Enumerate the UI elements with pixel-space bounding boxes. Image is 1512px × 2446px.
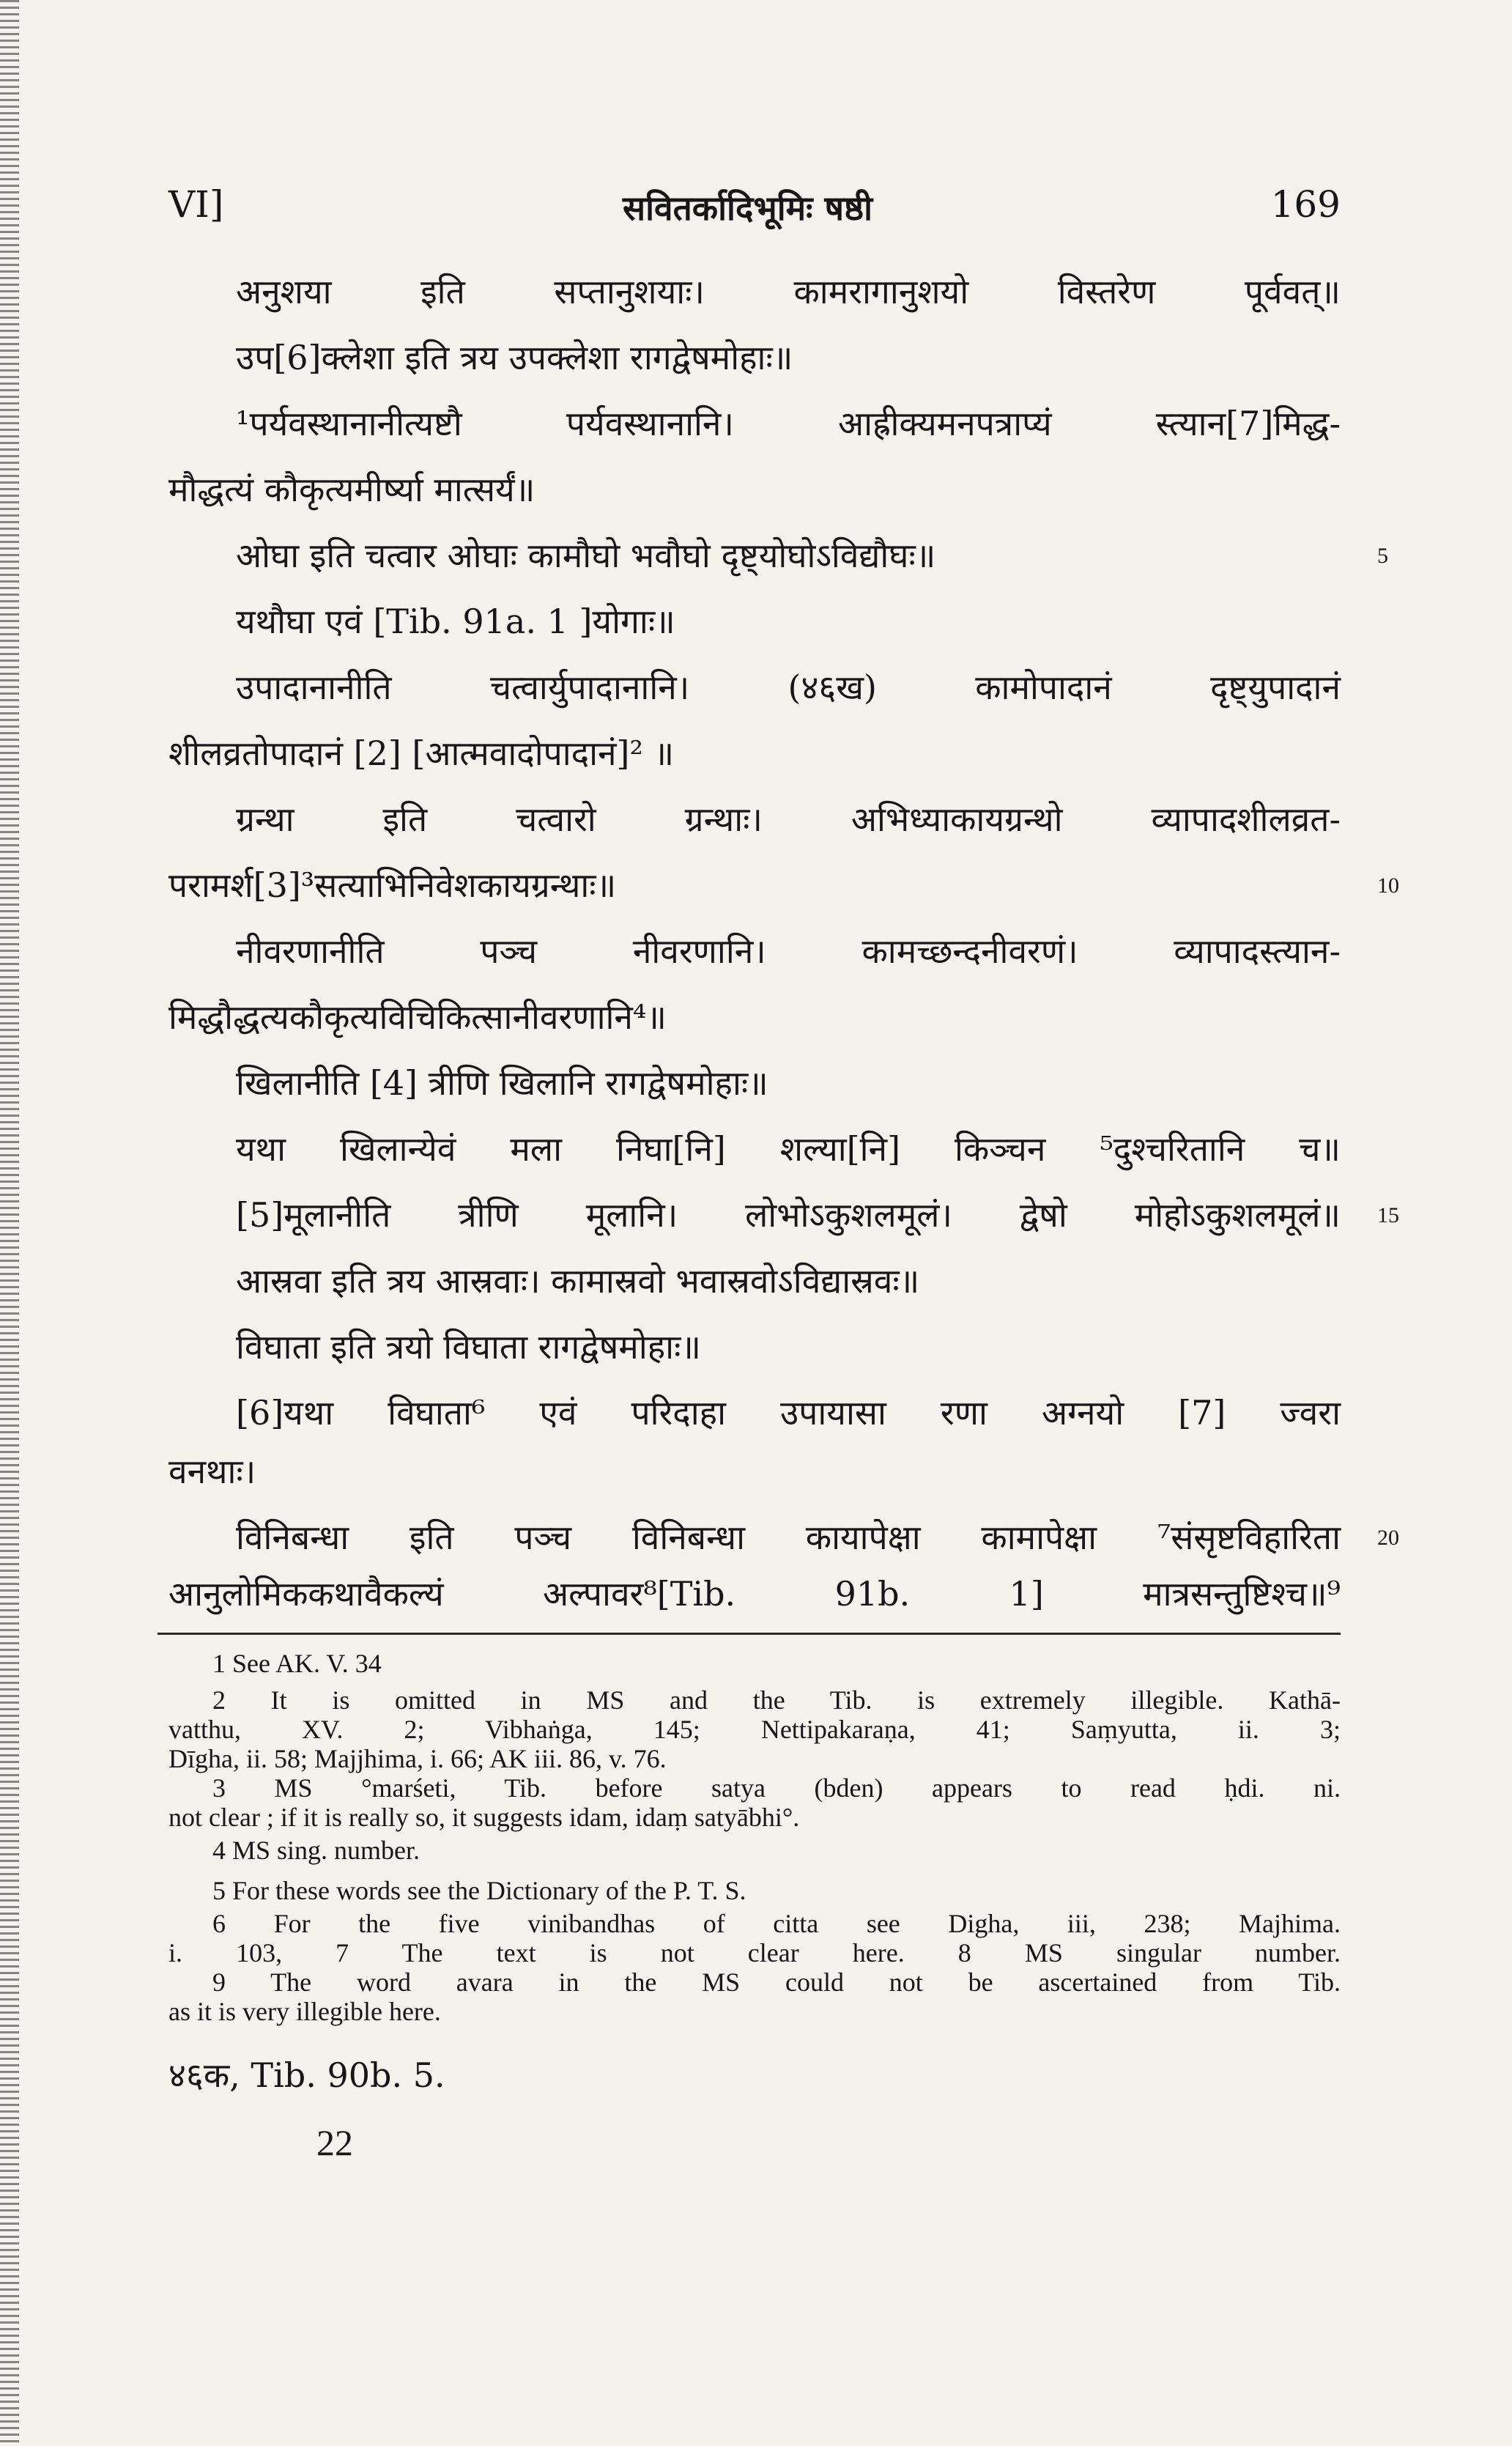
text-line: [6]यथा विघाता⁶ एवं परिदाहा उपायासा रणा अग्नयो [7] ज्वरा bbox=[236, 1393, 1341, 1433]
running-header bbox=[168, 183, 1341, 234]
text-line: परामर्श[3]³सत्याभिनिवेशकायग्रन्थाः॥ bbox=[168, 865, 617, 905]
footnote-line: 5 For these words see the Dictionary of the P. T. S. bbox=[212, 1876, 746, 1905]
text-line: आनुलोमिककथावैकल्यं अल्पावर⁸[Tib. 91b. 1] मात्रसन्तुष्टिश्च॥⁹ bbox=[168, 1574, 1341, 1614]
text-line: मिद्धौद्धत्यकौकृत्यविचिकित्सानीवरणानि⁴॥ bbox=[168, 997, 667, 1037]
text-line: खिलानीति [4] त्रीणि खिलानि रागद्वेषमोहाः॥ bbox=[236, 1063, 768, 1103]
margin-line-number: 10 bbox=[1377, 873, 1399, 898]
footnote-line: not clear ; if it is really so, it suggests idam, idaṃ satyābhi°. bbox=[168, 1803, 800, 1832]
footnote-line: i. 103, 7 The text is not clear here. 8 MS singular number. bbox=[168, 1938, 1341, 1967]
text-line: यथौघा एवं [Tib. 91a. 1 ]योगाः॥ bbox=[236, 602, 675, 641]
page-number: 169 bbox=[1270, 183, 1341, 226]
running-title: सवितर्कादिभूमिः षष्ठी bbox=[623, 188, 873, 228]
text-line: मौद्धत्यं कौकृत्यमीर्ष्या मात्सर्यं॥ bbox=[168, 470, 536, 509]
text-line: [5]मूलानीति त्रीणि मूलानि। लोभोऽकुशलमूलं। द्वेषो मोहोऽकुशलमूलं॥ bbox=[236, 1195, 1341, 1235]
margin-line-number: 20 bbox=[1377, 1526, 1399, 1550]
text-line: यथा खिलान्येवं मला निघा[नि] शल्या[नि] किञ्चन ⁵दुश्चरितानि च॥ bbox=[236, 1129, 1341, 1169]
footnote-line: 1 See AK. V. 34 bbox=[212, 1649, 382, 1678]
folio-reference: ४६क, Tib. 90b. 5. bbox=[168, 2055, 445, 2095]
text-line: विनिबन्धा इति पञ्च विनिबन्धा कायापेक्षा कामापेक्षा ⁷संसृष्टविहारिता bbox=[236, 1518, 1341, 1557]
page-edge-left bbox=[0, 0, 19, 2446]
chapter-number: VI] bbox=[168, 183, 224, 226]
text-line: ¹पर्यवस्थानानीत्यष्टौ पर्यवस्थानानि। आह्रीक्यमनपत्राप्यं स्त्यान[7]मिद्ध- bbox=[236, 404, 1341, 443]
footnote-line: Dīgha, ii. 58; Majjhima, i. 66; AK iii. 86, v. 76. bbox=[168, 1744, 667, 1773]
text-line: उपादानानीति चत्वार्युपादानानि। (४६ख) कामोपादानं दृष्ट्युपादानं bbox=[236, 668, 1341, 707]
text-line: शीलव्रतोपादानं [2] [आत्मवादोपादानं]² ॥ bbox=[168, 734, 675, 773]
signature-mark: 22 bbox=[316, 2122, 353, 2163]
text-line: ग्रन्था इति चत्वारो ग्रन्थाः। अभिध्याकायग्रन्थो व्यापादशीलव्रत- bbox=[236, 799, 1341, 839]
footnote-line: 2 It is omitted in MS and the Tib. is extremely illegible. Kathā- bbox=[212, 1685, 1341, 1715]
text-line: अनुशया इति सप्तानुशयाः। कामरागानुशयो विस्तरेण पूर्ववत्॥ bbox=[236, 272, 1341, 311]
text-line: नीवरणानीति पञ्च नीवरणानि। कामच्छन्दनीवरणं। व्यापादस्त्यान- bbox=[236, 931, 1341, 971]
footnote-line: 9 The word avara in the MS could not be ascertained from Tib. bbox=[212, 1967, 1341, 1997]
footnote-line: 4 MS sing. number. bbox=[212, 1836, 420, 1865]
text-line: वनथाः। bbox=[168, 1452, 256, 1491]
text-line: उप[6]क्लेशा इति त्रय उपक्लेशा रागद्वेषमोहाः॥ bbox=[236, 338, 793, 377]
text-line: विघाता इति त्रयो विघाता रागद्वेषमोहाः॥ bbox=[236, 1327, 701, 1367]
text-line: आस्रवा इति त्रय आस्रवाः। कामास्रवो भवास्रवोऽविद्यास्रवः॥ bbox=[236, 1261, 920, 1301]
footnote-line: as it is very illegible here. bbox=[168, 1997, 441, 2026]
text-line: ओघा इति चत्वार ओघाः कामौघो भवौघो दृष्ट्योघोऽविद्यौघः॥ bbox=[236, 536, 936, 575]
footnote-line: vatthu, XV. 2; Vibhaṅga, 145; Nettipakaraṇa, 41; Saṃyutta, ii. 3; bbox=[168, 1715, 1341, 1744]
margin-line-number: 15 bbox=[1377, 1203, 1399, 1227]
footnote-rule bbox=[158, 1633, 1341, 1635]
footnote-line: 6 For the five vinibandhas of citta see Digha, iii, 238; Majhima. bbox=[212, 1909, 1341, 1938]
margin-line-number: 5 bbox=[1377, 544, 1388, 568]
footnote-line: 3 MS °marśeti, Tib. before satya (bden) appears to read ḥdi. ni. bbox=[212, 1773, 1341, 1803]
